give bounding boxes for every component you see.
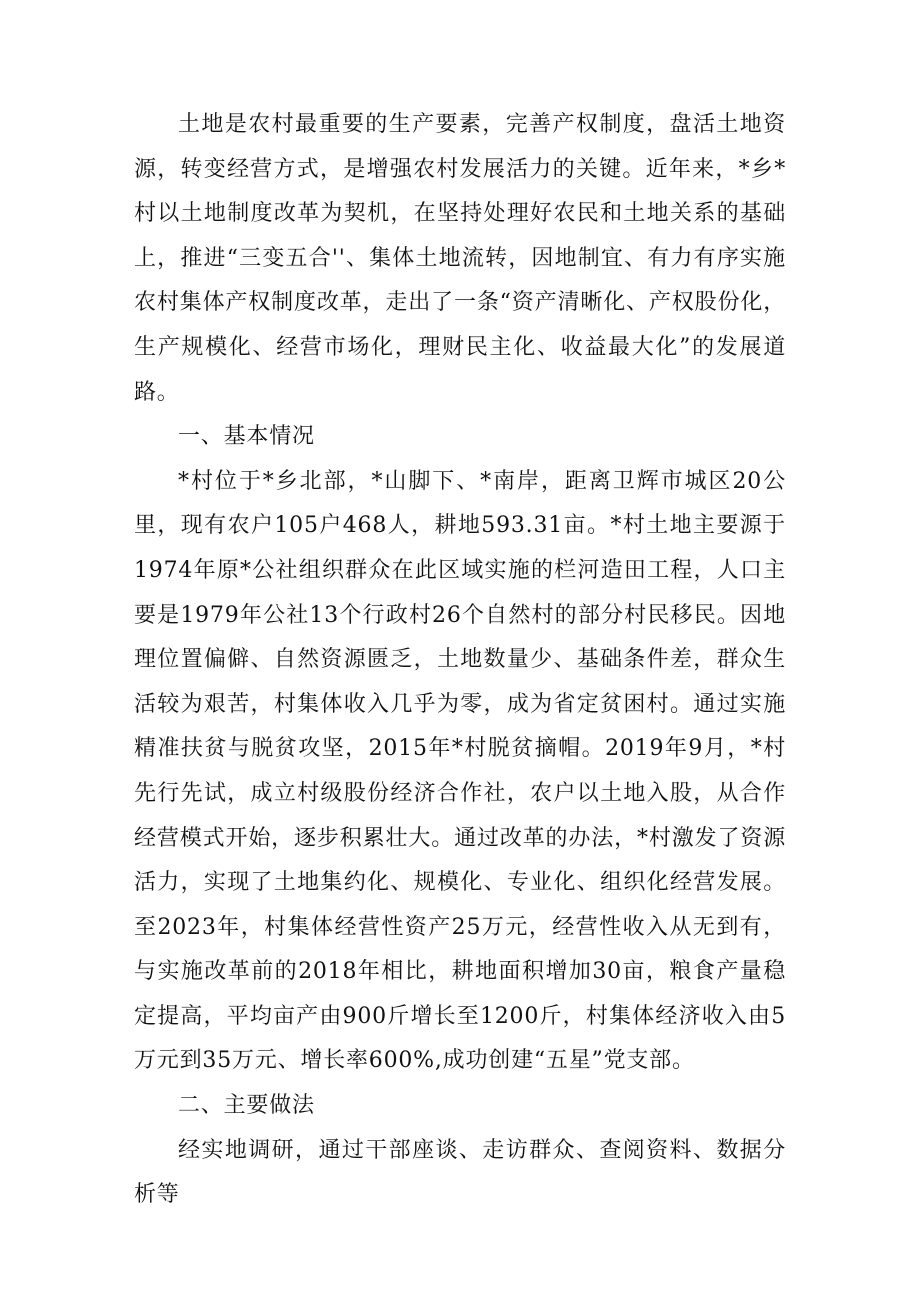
main-practices-paragraph: 经实地调研，通过干部座谈、走访群众、查阅资料、数据分析等 [134, 1137, 786, 1208]
section-heading-basic-situation: 一、基本情况 [178, 424, 315, 450]
section-heading-main-practices: 二、主要做法 [178, 1093, 315, 1119]
intro-paragraph: 土地是农村最重要的生产要素，完善产权制度，盘活土地资源，转变经营方式，是增强农村发展活力的关键。近年来，*乡*村以土地制度改革为契机，在坚持处理好农民和土地关系的基础上，推进“三变五合''、集体土地流转，因地制宜、有力有序实施农村集体产权制度改革，走出了一条“资产清晰化、产权股份化，生产规模化、经营市场化，理财民主化、收益最大化”的发展道路。 [134, 112, 786, 405]
basic-situation-paragraph: *村位于*乡北部，*山脚下、*南岸，距离卫辉市城区20公里，现有农户105户468人，耕地593.31亩。*村土地主要源于1974年原*公社组织群众在此区域实施的栏河造田工程，人口主要是1979年公社13个行政村26个自然村的部分村民移民。因地理位置偏僻、自然资源匮乏，土地数量少、基础条件差，群众生活较为艰苦，村集体收入几乎为零，成为省定贫困村。通过实施精准扶贫与脱贫攻坚，2015年*村脱贫摘帽。2019年9月，*村先行先试，成立村级股份经济合作社，农户以土地入股，从合作经营模式开始，逐步积累壮大。通过改革的办法，*村激发了资源活力，实现了土地集约化、规模化、专业化、组织化经营发展。至2023年，村集体经营性资产25万元，经营性收入从无到有，与实施改革前的2018年相比，耕地面积增加30亩，粮食产量稳定提高，平均亩产由900斤增长至1200斤，村集体经济收入由5万元到35万元、增长率600%,成功创建“五星”党支部。 [134, 468, 786, 1074]
document-body [134, 103, 786, 1218]
